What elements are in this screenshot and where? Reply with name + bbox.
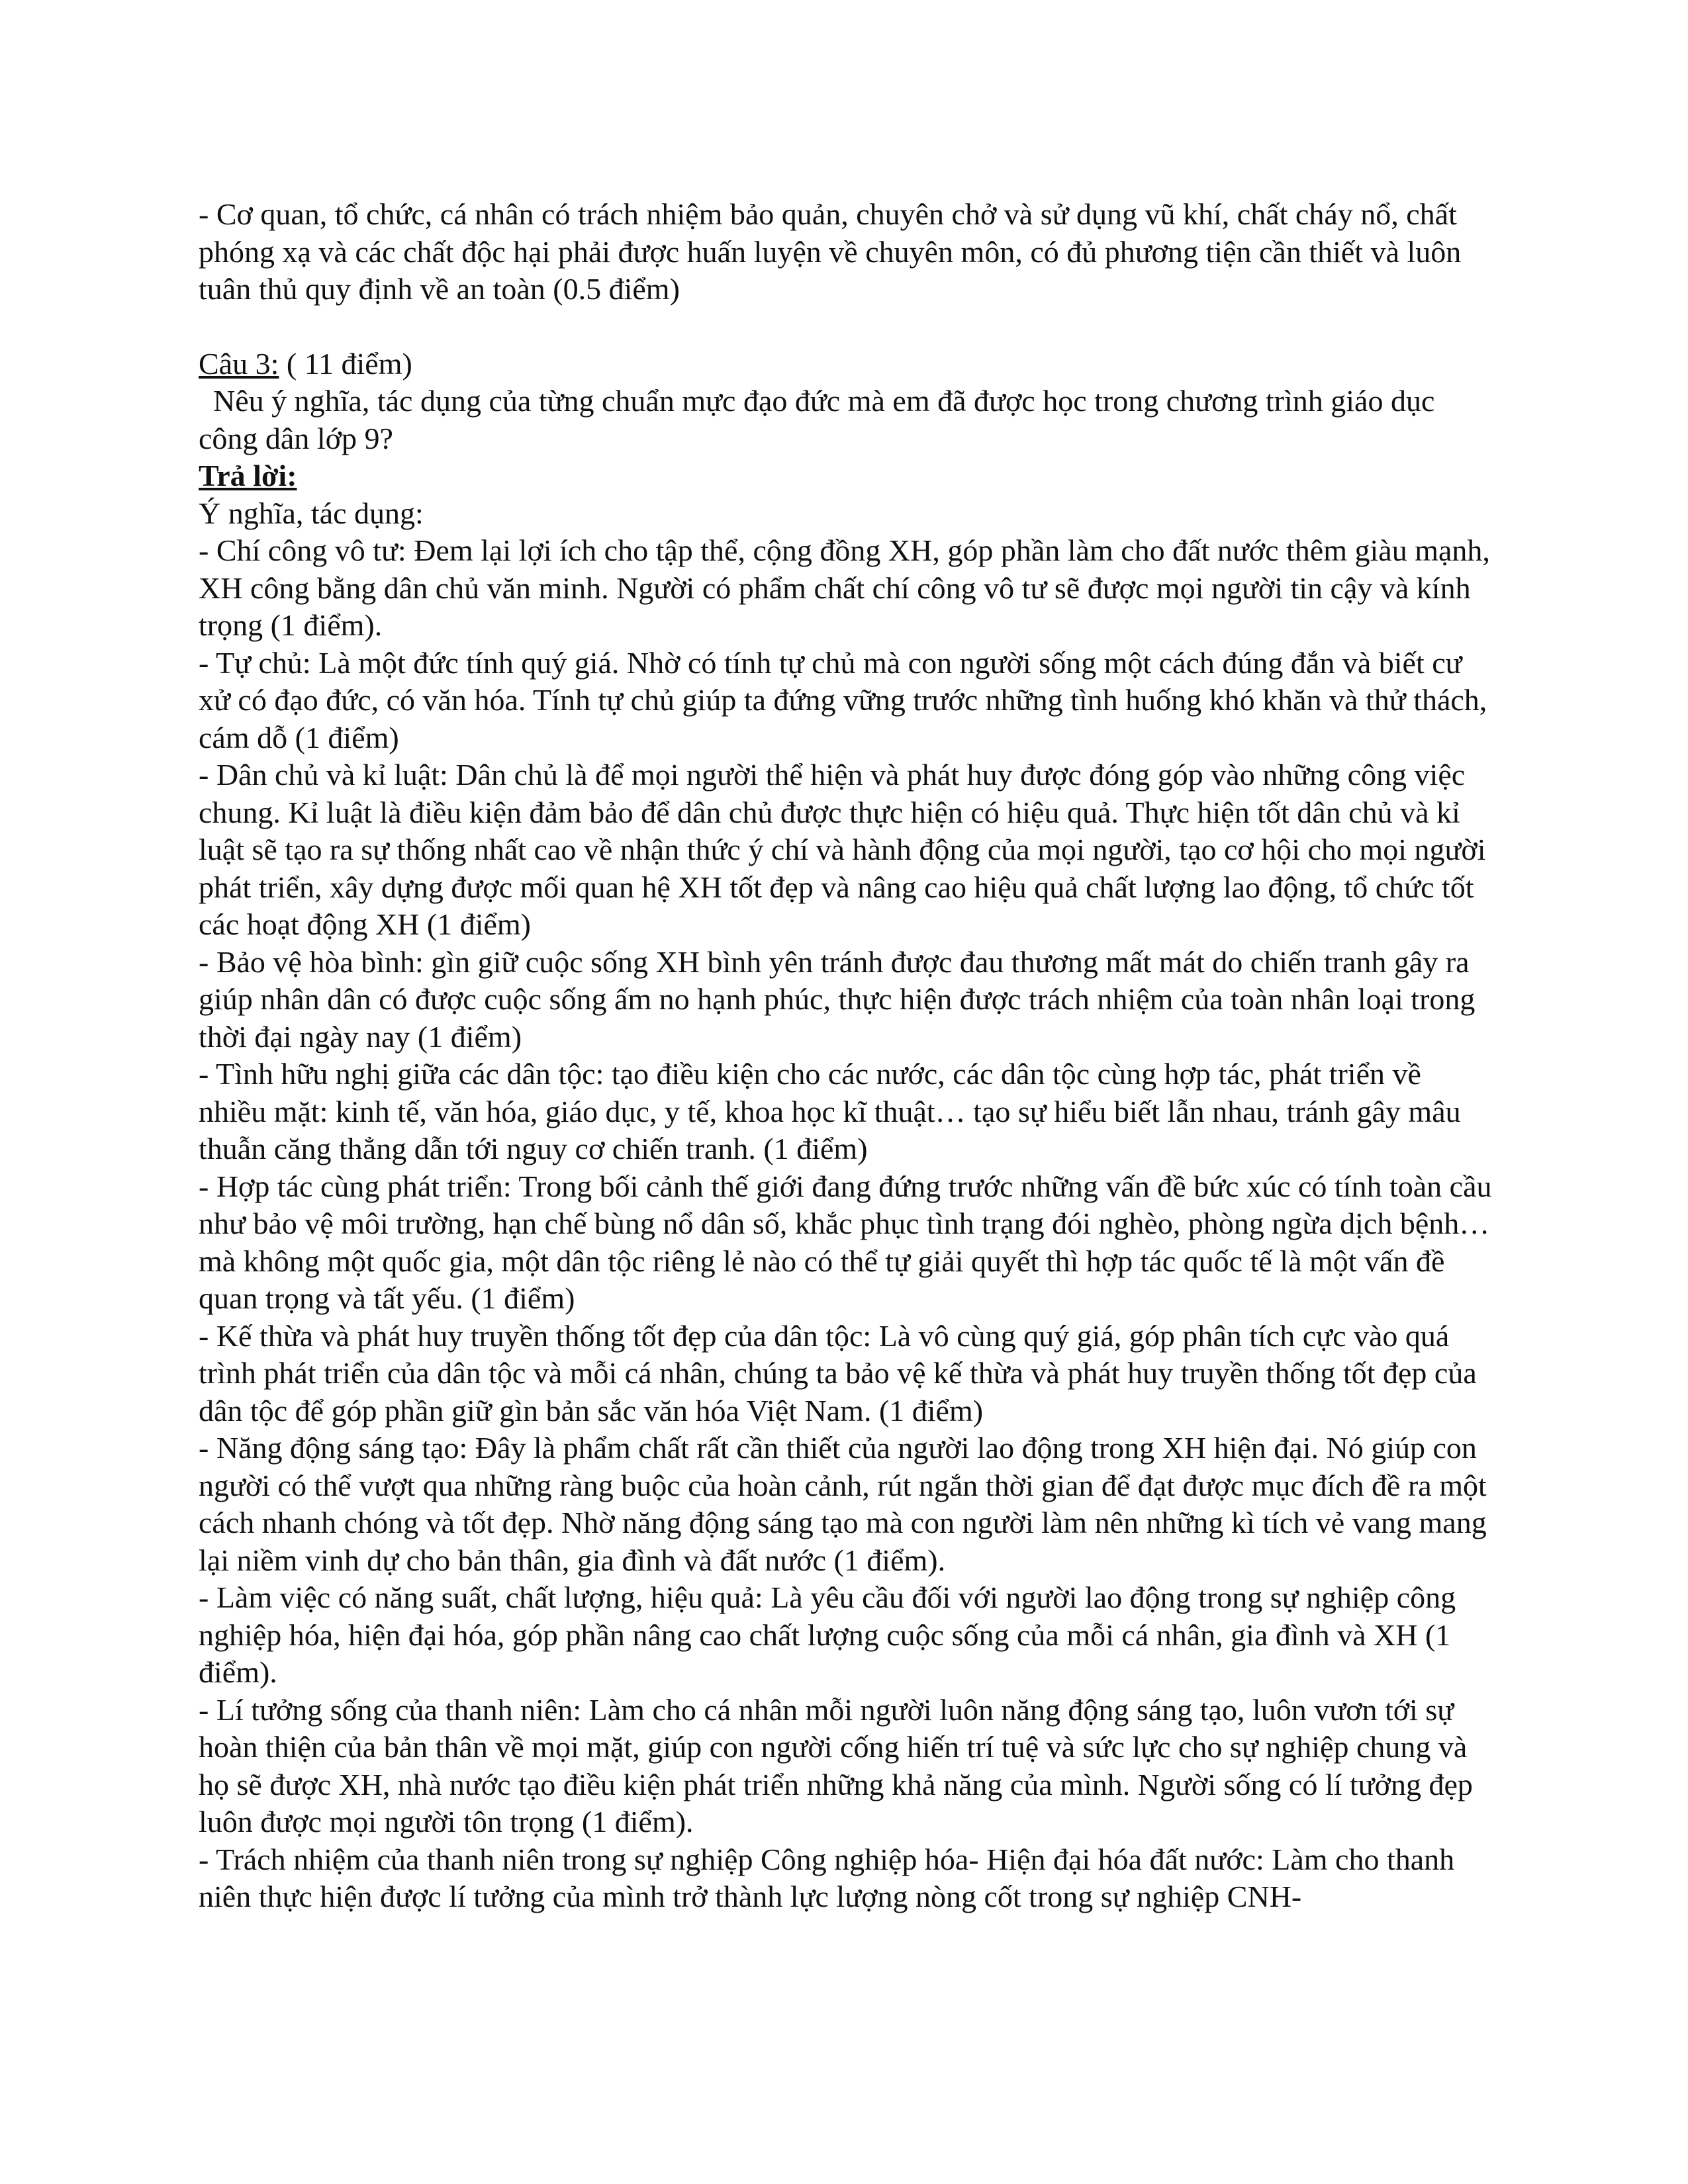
answer-item-dan-chu-ki-luat: - Dân chủ và kỉ luật: Dân chủ là để mọi người thể hiện và phát huy được đóng góp vào những công việc chung. Kỉ luật là điều kiện đảm bảo để dân chủ được thực hiện có hiệu quả. Thực hiện tốt dân chủ và kỉ luật sẽ tạo ra sự thống nhất cao về nhận thức ý chí và hành động của mọi người, tạo cơ hội cho mọi người phát triển, xây dựng được mối quan hệ XH tốt đẹp và nâng cao hiệu quả chất lượng lao động, tổ chức tốt các hoạt động XH (1 điểm)	[199, 758, 1486, 941]
answer-item-tinh-huu-nghi: - Tình hữu nghị giữa các dân tộc: tạo điều kiện cho các nước, các dân tộc cùng hợp tác, phát triển về nhiều mặt: kinh tế, văn hóa, giáo dục, y tế, khoa học kĩ thuật… tạo sự hiểu biết lẫn nhau, tránh gây mâu thuẫn căng thẳng dẫn tới nguy cơ chiến tranh. (1 điểm)	[199, 1057, 1461, 1165]
answer-item-ke-thua-truyen-thong: - Kế thừa và phát huy truyền thống tốt đẹp của dân tộc: Là vô cùng quý giá, góp phân tích cực vào quá trình phát triển của dân tộc và mỗi cá nhân, chúng ta bảo vệ kế thừa và phát huy truyền thống tốt đẹp của dân tộc để góp phần giữ gìn bản sắc văn hóa Việt Nam. (1 điểm)	[199, 1318, 1477, 1428]
answer-subtitle: Ý nghĩa, tác dụng:	[199, 496, 424, 530]
paragraph-gap	[199, 308, 1496, 345]
answer-item-tu-chu: - Tự chủ: Là một đức tính quý giá. Nhờ có tính tự chủ mà con người sống một cách đúng đắn và biết cư xử có đạo đức, có văn hóa. Tính tự chủ giúp ta đứng vững trước những tình huống khó khăn và thử thách, cám dỗ (1 điểm)	[199, 645, 1487, 754]
question-text: Nêu ý nghĩa, tác dụng của từng chuẩn mực đạo đức mà em đã được học trong chương trình giáo dục công dân lớp 9?	[199, 384, 1435, 455]
answer-item-li-tuong-song: - Lí tưởng sống của thanh niên: Làm cho cá nhân mỗi người luôn năng động sáng tạo, luôn vươn tới sự hoàn thiện của bản thân về mọi mặt, giúp con người cống hiến trí tuệ và sức lực cho sự nghiệp chung và họ sẽ được XH, nhà nước tạo điều kiện phát triển những khả năng của mình. Người sống có lí tưởng đẹp luôn được mọi người tôn trọng (1 điểm).	[199, 1692, 1473, 1839]
question-points: ( 11 điểm)	[279, 346, 412, 381]
question-label: Câu 3:	[199, 346, 279, 381]
question-heading	[199, 345, 1496, 383]
answer-list	[199, 532, 1496, 1916]
answer-item-nang-dong-sang-tao: - Năng động sáng tạo: Đây là phẩm chất rất cần thiết của người lao động trong XH hiện đại. Nó giúp con người có thể vượt qua những ràng buộc của hoàn cảnh, rút ngắn thời gian để đạt được mục đích đề ra một cách nhanh chóng và tốt đẹp. Nhờ năng động sáng tạo mà con người làm nên những kì tích vẻ vang mang lại niềm vinh dự cho bản thân, gia đình và đất nước (1 điểm).	[199, 1431, 1487, 1577]
answer-item-nang-suat: - Làm việc có năng suất, chất lượng, hiệu quả: Là yêu cầu đối với người lao động trong sự nghiệp công nghiệp hóa, hiện đại hóa, góp phần nâng cao chất lượng cuộc sống của mỗi cá nhân, gia đình và XH (1 điểm).	[199, 1580, 1456, 1689]
answer-item-hop-tac: - Hợp tác cùng phát triển: Trong bối cảnh thế giới đang đứng trước những vấn đề bức xúc có tính toàn cầu như bảo vệ môi trường, hạn chế bùng nổ dân số, khắc phục tình trạng đói nghèo, phòng ngừa dịch bệnh…mà không một quốc gia, một dân tộc riêng lẻ nào có thể tự giải quyết thì hợp tác quốc tế là một vấn đề quan trọng và tất yếu. (1 điểm)	[199, 1169, 1492, 1315]
answer-item-bao-ve-hoa-binh: - Bảo vệ hòa bình: gìn giữ cuộc sống XH bình yên tránh được đau thương mất mát do chiến tranh gây ra giúp nhân dân có được cuộc sống ấm no hạnh phúc, thực hiện được trách nhiệm của toàn nhân loại trong thời đại ngày nay (1 điểm)	[199, 944, 1476, 1054]
answer-title: Trả lời:	[199, 459, 297, 492]
answer-item-chi-cong-vo-tu: - Chí công vô tư: Đem lại lợi ích cho tập thể, cộng đồng XH, góp phần làm cho đất nước thêm giàu mạnh, XH công bằng dân chủ văn minh. Người có phẩm chất chí công vô tư sẽ được mọi người tin cậy và kính trọng (1 điểm).	[199, 533, 1490, 642]
intro-paragraph: - Cơ quan, tổ chức, cá nhân có trách nhiệm bảo quản, chuyên chở và sử dụng vũ khí, chất cháy nổ, chất phóng xạ và các chất độc hại phải được huấn luyện về chuyên môn, có đủ phương tiện cần thiết và luôn tuân thủ quy định về an toàn (0.5 điểm)	[199, 197, 1462, 306]
document-page	[199, 196, 1496, 1916]
answer-item-trach-nhiem-thanh-nien: - Trách nhiệm của thanh niên trong sự nghiệp Công nghiệp hóa- Hiện đại hóa đất nước: Làm cho thanh niên thực hiện được lí tưởng của mình trở thành lực lượng nòng cốt trong sự nghiệp CNH-	[199, 1842, 1455, 1913]
